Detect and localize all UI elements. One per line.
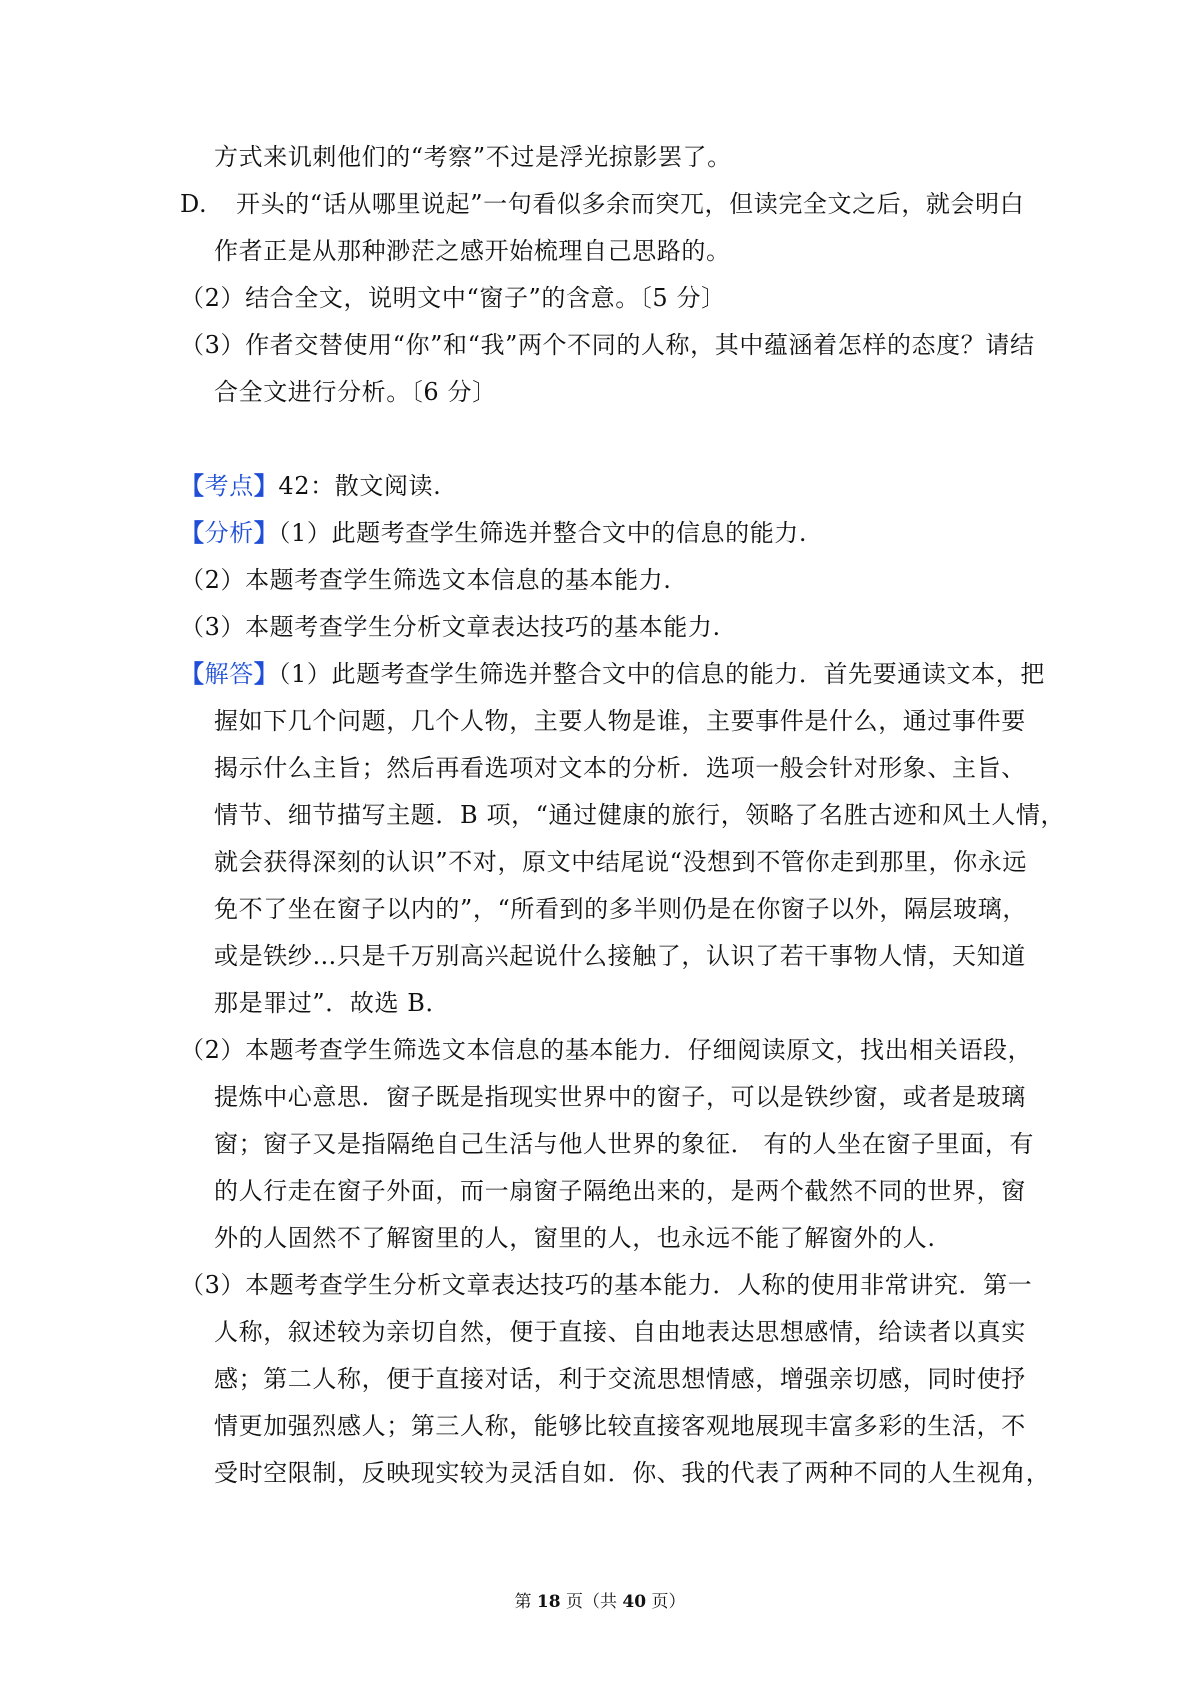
jieda-p1-line-7: 或是铁纱…只是千万别高兴起说什么接触了，认识了若干事物人情，天知道 xyxy=(214,942,1026,970)
jieda-p1-line-3: 揭示什么主旨；然后再看选项对文本的分析．选项一般会针对形象、主旨、 xyxy=(214,754,1026,782)
jieda-p1-line-4: 情节、细节描写主题．B 项，“通过健康的旅行，领略了名胜古迹和风土人情， xyxy=(214,801,1066,829)
option-c-continuation: 方式来讥刺他们的“考察”不过是浮光掠影罢了。 xyxy=(214,143,732,171)
option-d-line-2: 作者正是从那种渺茫之感开始梳理自己思路的。 xyxy=(214,237,731,265)
jieda-p1-line-1: （1）此题考查学生筛选并整合文中的信息的能力．首先要通读文本，把 xyxy=(278,660,1045,688)
fenxi-bracket-close: 】 xyxy=(253,518,279,547)
jieda-p2-line-4: 的人行走在窗子外面，而一扇窗子隔绝出来的，是两个截然不同的世界，窗 xyxy=(214,1177,1026,1205)
jieda-p3-line-1: （3）本题考查学生分析文章表达技巧的基本能力．人称的使用非常讲究．第一 xyxy=(180,1271,1033,1299)
question-3-line-1: （3）作者交替使用“你”和“我”两个不同的人称，其中蕴涵着怎样的态度？请结 xyxy=(180,331,1035,359)
option-d-label: D. xyxy=(180,190,208,218)
kaodian-row xyxy=(180,470,441,502)
jieda-p2-line-2: 提炼中心意思．窗子既是指现实世界中的窗子，可以是铁纱窗，或者是玻璃 xyxy=(214,1083,1026,1111)
jieda-p3-line-5: 受时空限制，反映现实较为灵活自如．你、我的代表了两种不同的人生视角， xyxy=(214,1459,1051,1487)
page-footer xyxy=(0,1590,1200,1614)
fenxi-line-2: （2）本题考查学生筛选文本信息的基本能力. xyxy=(180,566,672,594)
jieda-p1-line-2: 握如下几个问题，几个人物，主要人物是谁，主要事件是什么，通过事件要 xyxy=(214,707,1026,735)
jieda-row xyxy=(180,658,1045,690)
jieda-p3-line-3: 感；第二人称，便于直接对话，利于交流思想情感，增强亲切感，同时使抒 xyxy=(214,1365,1026,1393)
jieda-p3-line-4: 情更加强烈感人；第三人称，能够比较直接客观地展现丰富多彩的生活，不 xyxy=(214,1412,1026,1440)
fenxi-line-3: （3）本题考查学生分析文章表达技巧的基本能力. xyxy=(180,613,721,641)
jieda-p2-line-3: 窗；窗子又是指隔绝自己生活与他人世界的象征． 有的人坐在窗子里面，有 xyxy=(214,1130,1035,1158)
question-3-line-2: 合全文进行分析。〔6 分〕 xyxy=(214,378,497,406)
footer-mid: 页（共 xyxy=(566,1592,617,1612)
fenxi-line-1: （1）此题考查学生筛选并整合文中的信息的能力. xyxy=(278,519,808,547)
kaodian-bracket-open: 【 xyxy=(180,471,205,500)
jieda-p2-line-1: （2）本题考查学生筛选文本信息的基本能力．仔细阅读原文，找出相关语段， xyxy=(180,1036,1033,1064)
footer-prefix: 第 xyxy=(514,1592,532,1612)
jieda-p2-line-5: 外的人固然不了解窗里的人，窗里的人，也永远不能了解窗外的人. xyxy=(214,1224,936,1252)
jieda-p3-line-2: 人称，叙述较为亲切自然，便于直接、自由地表达思想感情，给读者以真实 xyxy=(214,1318,1026,1346)
footer-suffix: 页） xyxy=(651,1592,686,1612)
kaodian-bracket-close: 】 xyxy=(253,471,279,500)
jieda-p1-line-8: 那是罪过”．故选 B． xyxy=(214,989,451,1017)
question-2: （2）结合全文，说明文中“窗子”的含意。〔5 分〕 xyxy=(180,284,726,312)
jieda-bracket-open: 【 xyxy=(180,659,205,688)
kaodian-text: 42：散文阅读. xyxy=(278,472,442,500)
fenxi-tag: 分析 xyxy=(204,519,254,547)
fenxi-row xyxy=(180,517,807,549)
jieda-tag: 解答 xyxy=(204,660,254,688)
footer-total-pages: 40 xyxy=(622,1592,647,1612)
fenxi-bracket-open: 【 xyxy=(180,518,205,547)
kaodian-tag: 考点 xyxy=(204,472,254,500)
footer-page-number: 18 xyxy=(536,1592,561,1612)
jieda-p1-line-6: 免不了坐在窗子以内的”，“所看到的多半则仍是在你窗子以外，隔层玻璃， xyxy=(214,895,1027,923)
jieda-bracket-close: 】 xyxy=(253,659,279,688)
jieda-p1-line-5: 就会获得深刻的认识”不对，原文中结尾说“没想到不管你走到那里，你永远 xyxy=(214,848,1027,876)
option-d-line-1: 开头的“话从哪里说起”一句看似多余而突兀，但读完全文之后，就会明白 xyxy=(236,190,1025,218)
